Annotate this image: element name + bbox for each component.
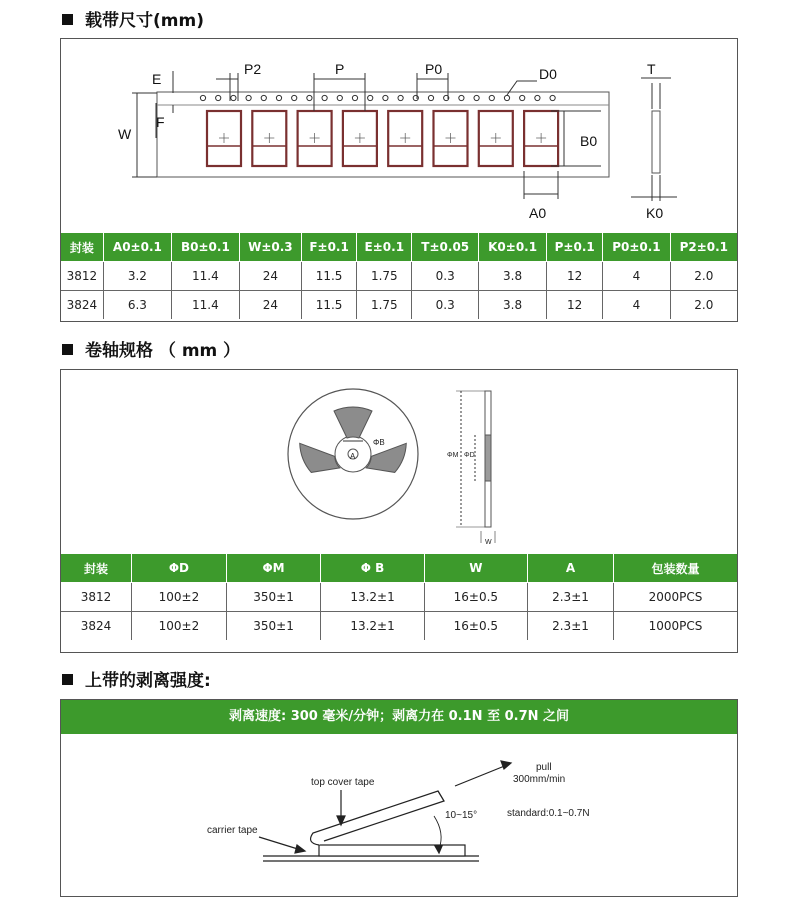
tape-header-cell: F±0.1	[301, 233, 356, 262]
tape-table-cell: 3824	[61, 291, 103, 320]
tape-table-cell: 11.5	[301, 291, 356, 320]
table-row	[61, 262, 737, 291]
reel-table-cell: 350±1	[226, 583, 321, 612]
tape-table-cell: 2.0	[670, 291, 737, 320]
reel-table-cell: 2000PCS	[613, 583, 737, 612]
label-pull: pull	[536, 762, 552, 773]
label-standard: standard:0.1~0.7N	[507, 808, 590, 819]
tape-spec-table	[61, 233, 737, 319]
label-P0: P0	[425, 61, 443, 77]
reel-table-cell: 2.3±1	[528, 612, 614, 641]
sprocket-hole	[276, 95, 281, 100]
reel-spec-table	[61, 554, 737, 640]
reel-header-cell: A	[528, 554, 614, 583]
tape-header-cell: P±0.1	[547, 233, 603, 262]
sprocket-hole	[550, 95, 555, 100]
sprocket-hole	[292, 95, 297, 100]
table-row	[61, 612, 737, 641]
tape-table-cell: 12	[547, 291, 603, 320]
reel-table-cell: 2.3±1	[528, 583, 614, 612]
reel-header-cell: ΦM	[226, 554, 321, 583]
tape-table-cell: 12	[547, 262, 603, 291]
tape-table-cell: 11.5	[301, 262, 356, 291]
label-phiB: ΦB	[373, 438, 385, 447]
reel-header-cell: 包装数量	[613, 554, 737, 583]
label-speed: 300mm/min	[513, 774, 566, 785]
sprocket-hole	[246, 95, 251, 100]
sprocket-hole	[474, 95, 479, 100]
bullet-square-icon	[62, 344, 73, 355]
reel-table-cell: 1000PCS	[613, 612, 737, 641]
sprocket-hole	[383, 95, 388, 100]
tape-header-cell: P0±0.1	[603, 233, 670, 262]
sprocket-hole	[489, 95, 494, 100]
label-carrier-tape: carrier tape	[207, 825, 258, 836]
reel-table-cell: 13.2±1	[321, 612, 424, 641]
reel-panel	[60, 369, 738, 653]
tape-table-cell: 3812	[61, 262, 103, 291]
tape-table-cell: 3.8	[479, 262, 547, 291]
tape-header-cell: 封装	[61, 233, 103, 262]
reel-table-cell: 16±0.5	[424, 583, 527, 612]
label-K0: K0	[646, 205, 664, 221]
table-row	[61, 583, 737, 612]
sprocket-hole	[504, 95, 509, 100]
reel-table-cell: 16±0.5	[424, 612, 527, 641]
label-phiM: ΦM	[447, 452, 459, 459]
sprocket-hole	[352, 95, 357, 100]
label-P: P	[335, 61, 345, 77]
tape-table-cell: 4	[603, 262, 670, 291]
tape-table-cell: 3.8	[479, 291, 547, 320]
sprocket-hole	[459, 95, 464, 100]
sprocket-hole	[398, 95, 403, 100]
reel-header-cell: Φ B	[321, 554, 424, 583]
tape-section-title: 载带尺寸(mm)	[62, 6, 204, 31]
tape-panel	[60, 38, 738, 322]
tape-header-cell: P2±0.1	[670, 233, 737, 262]
label-top-cover-tape: top cover tape	[311, 777, 375, 788]
reel-header-cell: W	[424, 554, 527, 583]
sprocket-hole	[520, 95, 525, 100]
tape-table-cell: 24	[239, 291, 301, 320]
bullet-square-icon	[62, 674, 73, 685]
label-E: E	[152, 71, 162, 87]
sprocket-hole	[216, 95, 221, 100]
tape-header-cell: T±0.05	[412, 233, 479, 262]
peel-section-title: 上带的剥离强度:	[62, 666, 211, 691]
sprocket-hole	[337, 95, 342, 100]
sprocket-hole	[413, 95, 418, 100]
reel-diagram	[61, 370, 737, 554]
tape-table-cell: 6.3	[103, 291, 171, 320]
label-T: T	[647, 61, 656, 77]
label-A0: A0	[529, 205, 547, 221]
tape-table-cell: 1.75	[357, 291, 412, 320]
tape-table-cell: 4	[603, 291, 670, 320]
sprocket-hole	[535, 95, 540, 100]
sprocket-hole	[368, 95, 373, 100]
label-P2: P2	[244, 61, 262, 77]
tape-table-cell: 2.0	[670, 262, 737, 291]
tape-table-cell: 3.2	[103, 262, 171, 291]
reel-section-title: 卷轴规格 （ mm ）	[62, 336, 240, 361]
label-phiD: ΦD	[464, 452, 475, 459]
label-A: A	[350, 452, 356, 461]
tape-table-cell: 1.75	[357, 262, 412, 291]
bullet-square-icon	[62, 14, 73, 25]
tape-table-cell: 11.4	[171, 262, 239, 291]
reel-table-cell: 350±1	[226, 612, 321, 641]
label-F: F	[156, 114, 165, 130]
reel-table-cell: 13.2±1	[321, 583, 424, 612]
tape-table-cell: 24	[239, 262, 301, 291]
peel-diagram	[61, 734, 737, 896]
tape-header-cell: K0±0.1	[479, 233, 547, 262]
label-B0: B0	[580, 133, 598, 149]
sprocket-hole	[322, 95, 327, 100]
table-row	[61, 291, 737, 320]
tape-header-cell: W±0.3	[239, 233, 301, 262]
sprocket-hole	[200, 95, 205, 100]
tape-header-cell: E±0.1	[357, 233, 412, 262]
peel-speed-banner: 剥离速度: 300 毫米/分钟；剥离力在 0.1N 至 0.7N 之间	[61, 700, 737, 734]
reel-table-cell: 3812	[61, 583, 132, 612]
sprocket-hole	[307, 95, 312, 100]
label-W: W	[118, 126, 132, 142]
sprocket-hole	[261, 95, 266, 100]
sprocket-hole	[231, 95, 236, 100]
label-angle: 10~15°	[445, 810, 478, 821]
label-reel-W: W	[485, 539, 492, 546]
reel-table-cell: 3824	[61, 612, 132, 641]
reel-table-cell: 100±2	[132, 612, 227, 641]
tape-header-cell: A0±0.1	[103, 233, 171, 262]
reel-header-cell: ΦD	[132, 554, 227, 583]
sprocket-hole	[428, 95, 433, 100]
tape-header-cell: B0±0.1	[171, 233, 239, 262]
carrier-tape-diagram	[61, 39, 737, 233]
tape-table-cell: 0.3	[412, 262, 479, 291]
reel-table-cell: 100±2	[132, 583, 227, 612]
label-D0: D0	[539, 66, 557, 82]
peel-panel	[60, 699, 738, 897]
tape-table-cell: 0.3	[412, 291, 479, 320]
reel-header-cell: 封装	[61, 554, 132, 583]
tape-table-cell: 11.4	[171, 291, 239, 320]
